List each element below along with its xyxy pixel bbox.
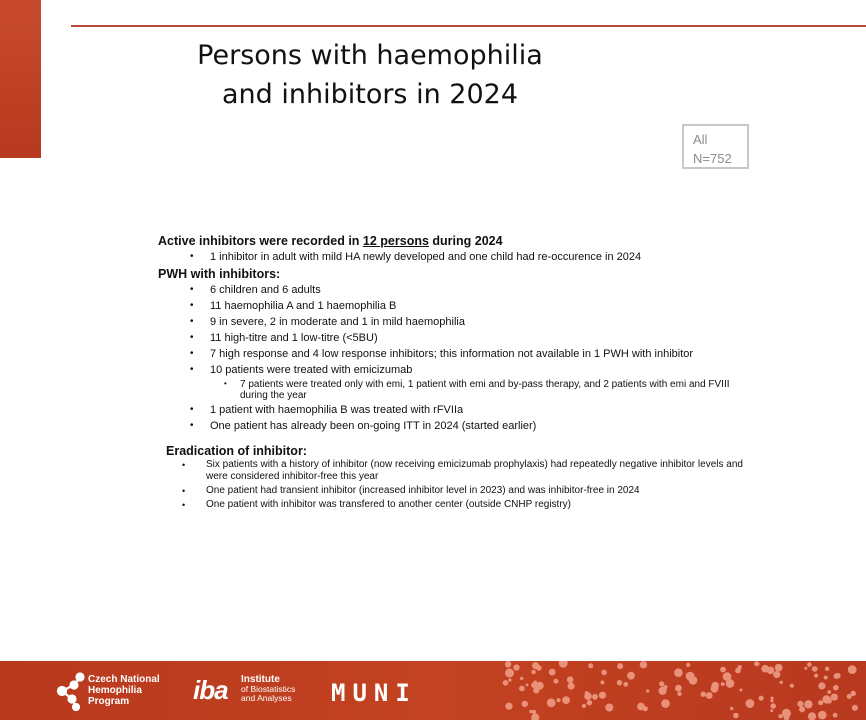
decor-dot xyxy=(812,666,818,672)
decor-dot xyxy=(735,668,741,674)
decor-dot xyxy=(824,676,828,680)
decor-dot xyxy=(799,706,805,712)
decor-dot xyxy=(532,710,536,714)
decor-dot xyxy=(804,700,812,708)
decor-dot xyxy=(733,713,739,719)
decor-dot xyxy=(730,707,733,710)
decor-dot xyxy=(739,689,742,692)
iba-line: of Biostatistics xyxy=(241,683,296,694)
decor-dot xyxy=(605,704,613,712)
section-pwh-heading: PWH with inhibitors: xyxy=(158,267,281,281)
list-item: • 7 high response and 4 low response inhibitors; this information not available in 1 PWH with inhibitor xyxy=(158,347,748,361)
decor-dot xyxy=(746,699,755,708)
decor-dot xyxy=(814,674,818,678)
decor-dot xyxy=(833,685,839,691)
slide-content xyxy=(158,233,748,513)
list-item: • 6 children and 6 adults xyxy=(158,283,748,297)
decor-dot xyxy=(519,686,525,692)
title-line-2: and inhibitors in 2024 xyxy=(221,79,518,110)
sub-list-item: • 7 patients were treated only with emi, 1 patient with emi and by-pass therapy, and 2 patients with emi and FVIII during the year xyxy=(158,379,748,401)
pwh-inhibitors-list xyxy=(158,283,748,377)
list-item: • 1 patient with haemophilia B was treated with rFVIIa xyxy=(158,403,748,417)
decor-dot xyxy=(513,664,519,670)
decor-dot xyxy=(818,700,823,705)
count-box-label: All xyxy=(693,132,708,147)
decor-dot xyxy=(592,694,598,700)
decor-dot xyxy=(556,698,560,702)
decor-dot xyxy=(818,682,825,689)
decor-dot xyxy=(677,692,681,696)
decor-dot xyxy=(674,668,683,677)
decor-dot xyxy=(720,667,726,673)
decor-dot xyxy=(505,703,512,710)
title-line-1: Persons with haemophilia xyxy=(197,40,543,71)
list-item: • Six patients with a history of inhibitor (now receiving emicizumab prophylaxis) had repeatedly negative inhibitor levels and were considered inhibitor-free this year xyxy=(158,459,748,483)
decor-dot xyxy=(686,663,690,667)
decor-dot xyxy=(582,704,586,708)
cnhp-logo xyxy=(56,671,166,715)
decor-dot xyxy=(663,685,667,689)
decor-dot xyxy=(759,696,764,701)
cnhp-line: Czech National xyxy=(88,674,160,685)
decor-dot xyxy=(773,671,780,678)
decor-dot xyxy=(640,661,647,668)
decor-dot xyxy=(825,667,829,671)
decor-dot xyxy=(587,700,592,705)
decor-dot xyxy=(852,705,858,711)
header-rule xyxy=(71,25,866,27)
iba-logo-text xyxy=(241,675,295,704)
decor-dot xyxy=(770,709,773,712)
decor-dot xyxy=(646,689,649,692)
decor-dot xyxy=(508,678,511,681)
decor-dot xyxy=(723,672,732,681)
decor-dot xyxy=(533,687,539,693)
decor-dot xyxy=(761,665,769,673)
list-item: • 10 patients were treated with emicizumab xyxy=(158,363,748,377)
decor-dot xyxy=(505,669,514,678)
section-active-inhibitors-heading xyxy=(158,233,748,249)
decor-dot xyxy=(827,698,832,703)
slide-title xyxy=(130,36,610,114)
decor-dot xyxy=(568,683,575,690)
cnhp-line: Hemophilia xyxy=(88,685,142,696)
decor-dot xyxy=(549,669,556,676)
pwh-inhibitors-list-continued xyxy=(158,403,748,433)
decor-dot xyxy=(531,713,539,720)
decor-dot xyxy=(617,680,622,685)
decor-dot xyxy=(627,672,635,680)
iba-logo-icon: iba xyxy=(193,675,228,705)
decor-dot xyxy=(706,692,713,699)
decor-dot xyxy=(721,682,725,686)
cnhp-logo-text xyxy=(88,674,160,707)
section-eradication-heading: Eradication of inhibitor: xyxy=(166,444,307,458)
list-item: • One patient had transient inhibitor (increased inhibitor level in 2023) and was inhibitor-free in 2024 xyxy=(158,485,748,497)
list-item: • 9 in severe, 2 in moderate and 1 in mild haemophilia xyxy=(158,315,748,329)
decor-dot xyxy=(601,670,607,676)
decor-dot xyxy=(848,665,857,674)
list-item: • 1 inhibitor in adult with mild HA newly developed and one child had re-occurence in 2024 xyxy=(158,250,748,264)
decor-dot xyxy=(520,677,523,680)
decor-dot xyxy=(554,679,559,684)
dot-pattern-decoration xyxy=(500,661,866,720)
decor-dot xyxy=(503,680,509,686)
decor-dot xyxy=(505,661,511,667)
decor-dot xyxy=(808,712,816,720)
cnhp-line: Program xyxy=(88,696,130,707)
list-item: • One patient has already been on-going ITT in 2024 (started earlier) xyxy=(158,419,748,433)
decor-dot xyxy=(831,694,838,701)
decor-dot xyxy=(675,685,682,692)
list-item: • 11 high-titre and 1 low-titre (<5BU) xyxy=(158,331,748,345)
iba-line: Institute xyxy=(241,674,280,685)
decor-dot xyxy=(775,664,783,672)
iba-logo xyxy=(193,669,303,717)
decor-dot xyxy=(584,692,592,700)
decor-dot xyxy=(778,714,782,718)
list-item: • One patient with inhibitor was transfered to another center (outside CNHP registry) xyxy=(158,499,748,511)
decor-dot xyxy=(526,683,529,686)
list-item: • 11 haemophilia A and 1 haemophilia B xyxy=(158,299,748,313)
decor-dot xyxy=(664,701,667,704)
decor-dot xyxy=(623,682,628,687)
decor-dot xyxy=(770,703,776,709)
decor-dot xyxy=(617,663,623,669)
decor-dot xyxy=(807,662,812,667)
emicizumab-sublist xyxy=(158,379,748,401)
decor-dot xyxy=(536,665,542,671)
decor-dot xyxy=(588,663,593,668)
decor-dot xyxy=(711,685,719,693)
decor-dot xyxy=(827,690,831,694)
decor-dot xyxy=(686,672,695,681)
decor-dot xyxy=(637,703,645,711)
eradication-list xyxy=(158,459,748,511)
decor-dot xyxy=(797,701,803,707)
patient-count-box xyxy=(682,124,749,169)
left-accent-bar xyxy=(0,0,41,158)
decor-dot xyxy=(804,667,807,670)
decor-dot xyxy=(770,699,773,702)
muni-logo: MUNI xyxy=(331,679,417,707)
footer-bar xyxy=(0,661,866,720)
decor-dot xyxy=(790,684,794,688)
cnhp-logo-icon xyxy=(56,671,86,711)
decor-dot xyxy=(531,670,536,675)
decor-dot xyxy=(559,661,568,668)
decor-dot xyxy=(599,692,606,699)
heading-text: Active inhibitors were recorded in xyxy=(158,234,363,248)
decor-dot xyxy=(547,698,556,707)
iba-line: and Analyses xyxy=(241,693,292,703)
heading-underlined-count: 12 persons xyxy=(362,234,429,248)
heading-text: during 2024 xyxy=(428,234,503,248)
decor-dot xyxy=(780,681,783,684)
decor-dot xyxy=(600,680,604,684)
decor-dot xyxy=(659,681,664,686)
decor-dot xyxy=(833,713,838,718)
decor-dot xyxy=(522,701,528,707)
decor-dot xyxy=(562,696,570,704)
decor-dot xyxy=(847,694,852,699)
decor-dot xyxy=(567,676,574,683)
decor-dot xyxy=(754,661,759,666)
decor-dot xyxy=(818,711,827,720)
decor-dot xyxy=(835,673,840,678)
decor-dot xyxy=(701,692,706,697)
count-box-value: N=752 xyxy=(693,151,732,166)
active-inhibitors-list xyxy=(158,250,748,264)
